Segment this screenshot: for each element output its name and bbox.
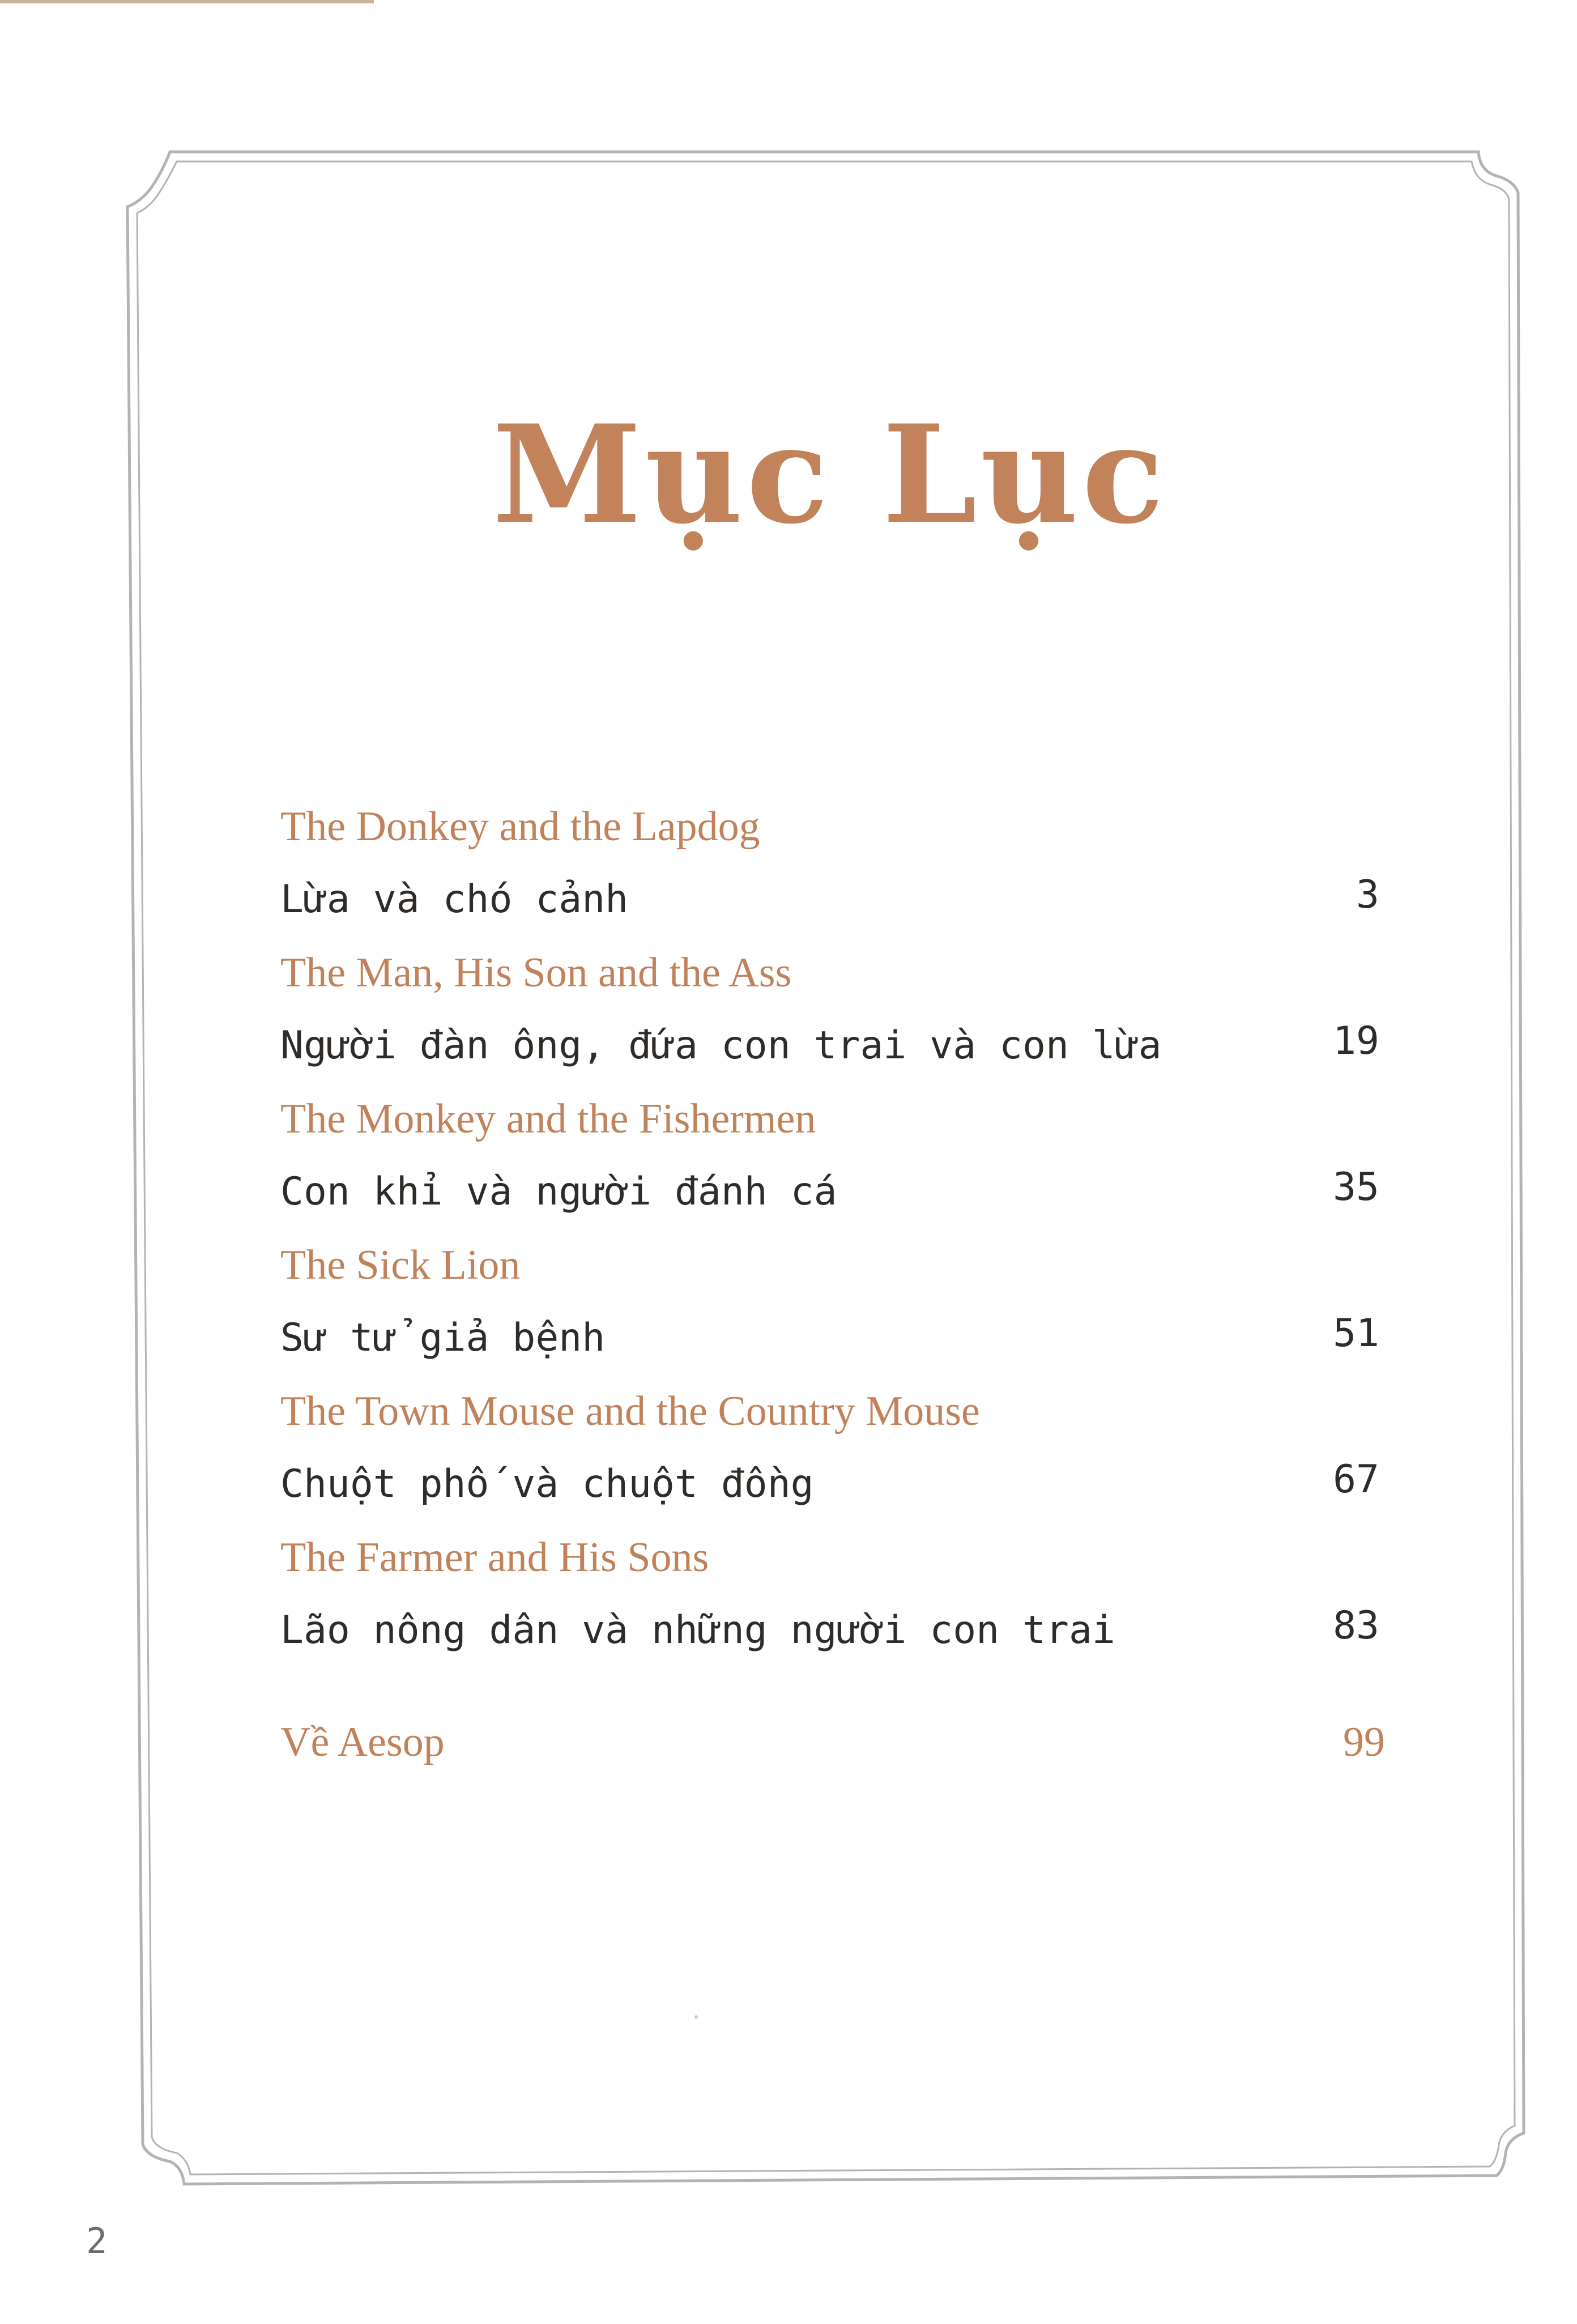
english-title: The Donkey and the Lapdog bbox=[280, 803, 760, 850]
toc-entry[interactable] bbox=[280, 1521, 1379, 1667]
vietnamese-title bbox=[280, 1009, 1379, 1083]
toc-entry[interactable] bbox=[280, 1375, 1379, 1521]
vietnamese-title bbox=[280, 1301, 1379, 1375]
page-number: 51 bbox=[1333, 1311, 1379, 1356]
page-number: 3 bbox=[1356, 872, 1379, 917]
vietnamese-title-text: Lão nông dân và những người con trai bbox=[280, 1608, 1115, 1653]
vietnamese-title-text: Lừa và chó cảnh bbox=[280, 877, 629, 922]
toc-entry[interactable] bbox=[280, 937, 1379, 1083]
toc-entry[interactable] bbox=[280, 790, 1379, 937]
page-number: 19 bbox=[1333, 1019, 1379, 1063]
scan-speck bbox=[694, 2015, 698, 2019]
toc-entry-about-aesop[interactable] bbox=[280, 1706, 1385, 1778]
english-title: The Town Mouse and the Country Mouse bbox=[280, 1388, 980, 1435]
english-title: The Man, His Son and the Ass bbox=[280, 950, 792, 996]
page-number: 35 bbox=[1333, 1165, 1379, 1210]
table-of-contents bbox=[280, 790, 1385, 1778]
vietnamese-title bbox=[280, 1594, 1379, 1667]
vietnamese-title bbox=[280, 1448, 1379, 1521]
vietnamese-title bbox=[280, 1155, 1379, 1229]
toc-entry[interactable] bbox=[280, 1083, 1379, 1229]
vietnamese-title-text: Sư tử giả bệnh bbox=[280, 1316, 606, 1360]
page-title: Mục Lục bbox=[492, 396, 1167, 554]
toc-entry[interactable] bbox=[280, 1229, 1379, 1375]
page-number: 99 bbox=[1343, 1719, 1385, 1765]
page-number: 83 bbox=[1333, 1603, 1379, 1648]
folio-page-number: 2 bbox=[86, 2220, 108, 2262]
vietnamese-title-text: Người đàn ông, đứa con trai và con lừa bbox=[280, 1023, 1162, 1068]
vietnamese-title-text: Con khỉ và người đánh cá bbox=[280, 1169, 837, 1214]
vietnamese-title-text: Chuột phố và chuột đồng bbox=[280, 1462, 814, 1506]
english-title: The Sick Lion bbox=[280, 1242, 521, 1288]
english-title: The Monkey and the Fishermen bbox=[280, 1096, 816, 1142]
vietnamese-title bbox=[280, 863, 1379, 937]
page-number: 67 bbox=[1333, 1457, 1379, 1502]
about-aesop-label: Về Aesop bbox=[280, 1719, 445, 1765]
english-title: The Farmer and His Sons bbox=[280, 1534, 709, 1581]
